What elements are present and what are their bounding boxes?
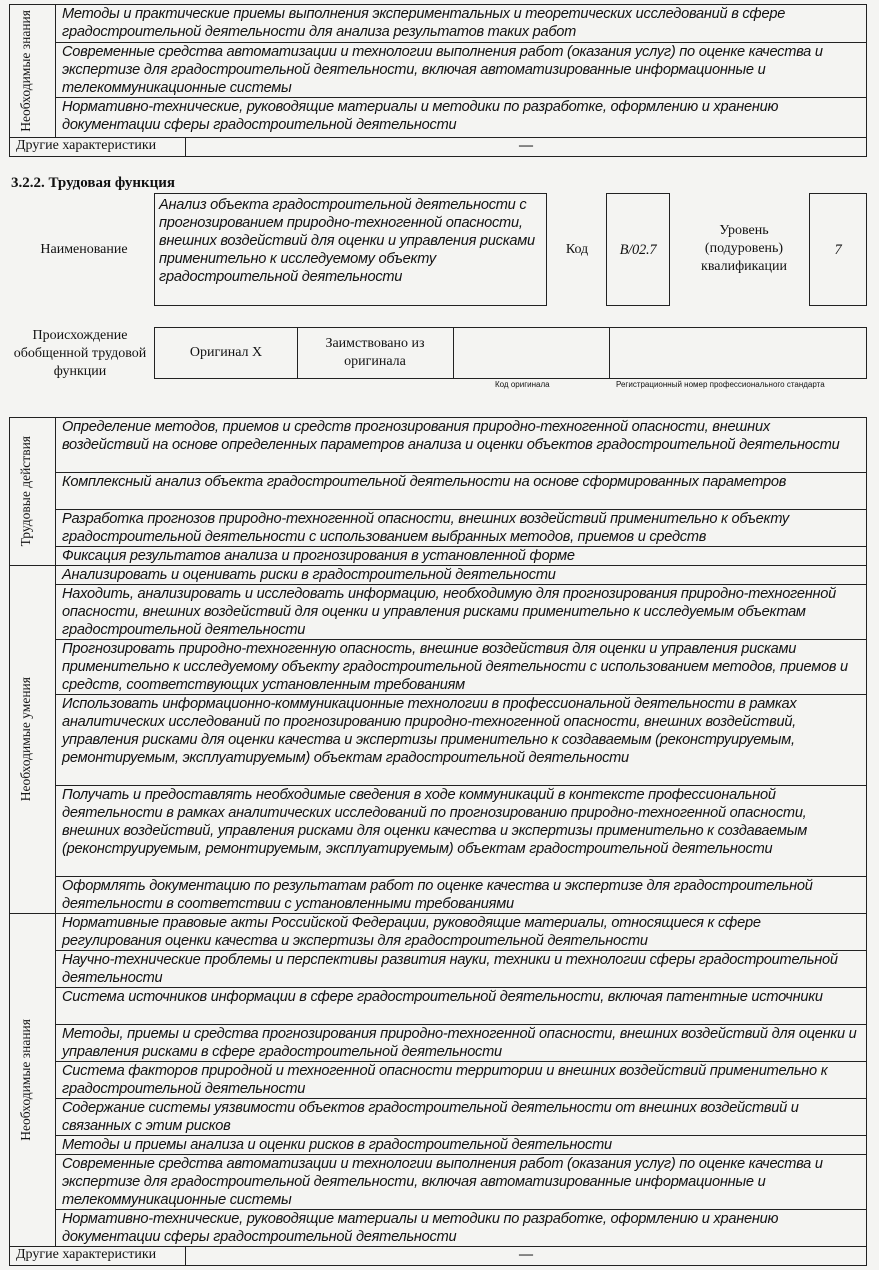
skill-item: Прогнозировать природно-техногенную опасность, внешние воздействия для оценки и управления рисками применительно к исследуемому объекту градостроительной деятельности с использованием методов, приемов и средств, соответствующих установленным требованиям [56, 640, 867, 695]
skill-item: Находить, анализировать и исследовать информацию, необходимую для прогнозирования природно-техногенной опасности, внешних воздействий для оценки и управления рисками применительно к исследуемым объектам градостроительной деятельности [56, 585, 867, 640]
other-characteristics-label: Другие характеристики [10, 1247, 186, 1266]
knowledge-item: Система источников информации в сфере градостроительной деятельности, включая патентные источники [56, 988, 867, 1025]
code-value-box [606, 193, 670, 306]
knowledge-item: Методы, приемы и средства прогнозирования природно-техногенной опасности, внешних воздействий для оценки и управления рисками в сфере градостроительной деятельности [56, 1025, 867, 1062]
skill-item: Использовать информационно-коммуникационные технологии в профессиональной деятельности в рамках аналитических исследований по прогнозированию природно-техногенной опасности, внешних воздействий, управления рисками для оценки качества и экспертизы применительно к создаваемым (реконструируемым, ремонтируемым, эксплуатируемым) объектам градостроительной деятельности [56, 695, 867, 786]
section-heading: 3.2.2. Трудовая функция [11, 175, 176, 191]
original-cell [155, 328, 298, 378]
action-item: Определение методов, приемов и средств прогнозирования природно-техногенной опасности, внешних воздействий на основе определенных параметров анализа и оценки объектов градостроительной деятельности [56, 418, 867, 473]
knowledge-side-label-main: Необходимые знания [10, 914, 56, 1247]
code-original-cell [453, 328, 610, 378]
knowledge-item: Нормативные правовые акты Российской Федерации, руководящие материалы, относящиеся к сфере регулирования оценки качества и экспертизы для градостроительной деятельности [56, 914, 867, 951]
original-label: Оригинал X [189, 345, 263, 360]
actions-side-label: Трудовые действия [10, 418, 56, 566]
other-characteristics-value: — [186, 1247, 867, 1266]
code-original-caption: Код оригинала [495, 380, 550, 389]
other-characteristics-value: — [186, 138, 867, 157]
name-value: Анализ объекта градостроительной деятельности с прогнозированием природно-техногенной опасности, внешних воздействий для оценки и управления рисками применительно к исследуемому объекту градостроительной деятельности [154, 193, 547, 306]
origin-row [154, 327, 867, 379]
action-item: Разработка прогнозов природно-техногенной опасности, внешних воздействий применительно к объекту градостроительной деятельности с использованием выбранных методов, приемов и средств [56, 510, 867, 547]
knowledge-side-label: Необходимые знания [10, 5, 56, 138]
code-label: Код [565, 242, 589, 257]
level-label: Уровень (подуровень) квалификации [701, 223, 787, 274]
action-item: Комплексный анализ объекта градостроительной деятельности на основе сформированных параметров [56, 473, 867, 510]
reg-number-caption: Регистрационный номер профессионального стандарта [616, 380, 825, 389]
knowledge-item: Нормативно-технические, руководящие материалы и методики по разработке, оформлению и хранению документации сферы градостроительной деятельности [56, 1210, 867, 1247]
other-characteristics-label: Другие характеристики [10, 138, 186, 157]
borrowed-label: Заимствовано из оригинала [325, 336, 425, 369]
knowledge-item: Современные средства автоматизации и технологии выполнения работ (оказания услуг) по оценке качества и экспертизе для градостроительной деятельности, включая автоматизированные информационные и телекоммуникационные системы [56, 43, 867, 98]
borrowed-cell [297, 328, 454, 378]
knowledge-item: Современные средства автоматизации и технологии выполнения работ (оказания услуг) по оценке качества и экспертизе для градостроительной деятельности, включая автоматизированные информационные и телекоммуникационные системы [56, 1155, 867, 1210]
top-table [9, 4, 867, 157]
skill-item: Оформлять документацию по результатам работ по оценке качества и экспертизе для градостроительной деятельности в соответствии с установленными требованиями [56, 877, 867, 914]
name-label: Наименование [40, 242, 128, 257]
knowledge-item: Система факторов природной и техногенной опасности территории и внешних воздействий применительно к градостроительной деятельности [56, 1062, 867, 1099]
skill-item: Анализировать и оценивать риски в градостроительной деятельности [56, 566, 867, 585]
knowledge-item: Нормативно-технические, руководящие материалы и методики по разработке, оформлению и хранению документации сферы градостроительной деятельности [56, 98, 867, 138]
skills-side-label: Необходимые умения [10, 566, 56, 914]
knowledge-item: Содержание системы уязвимости объектов градостроительной деятельности от внешних воздействий и связанных с этим рисков [56, 1099, 867, 1136]
skill-item: Получать и предоставлять необходимые сведения в ходе коммуникаций в контексте профессиональной деятельности в рамках аналитических исследований по прогнозированию природно-техногенной опасности, внешних воздействий, управления рисками для оценки качества и экспертизы применительно к создаваемым (реконструируемым, ремонтируемым, эксплуатируемым) объектам градостроительной деятельности [56, 786, 867, 877]
code-value: В/02.7 [619, 242, 657, 258]
knowledge-item: Методы и практические приемы выполнения экспериментальных и теоретических исследований в сфере градостроительной деятельности для анализа результатов таких работ [56, 5, 867, 43]
level-value: 7 [834, 242, 842, 258]
main-table [9, 417, 867, 1266]
action-item: Фиксация результатов анализа и прогнозирования в установленной форме [56, 547, 867, 566]
origin-label: Происхождение обобщенной трудовой функции [13, 328, 147, 379]
knowledge-item: Научно-технические проблемы и перспективы развития науки, техники и технологии сферы градостроительной деятельности [56, 951, 867, 988]
knowledge-item: Методы и приемы анализа и оценки рисков в градостроительной деятельности [56, 1136, 867, 1155]
level-value-box [809, 193, 867, 306]
